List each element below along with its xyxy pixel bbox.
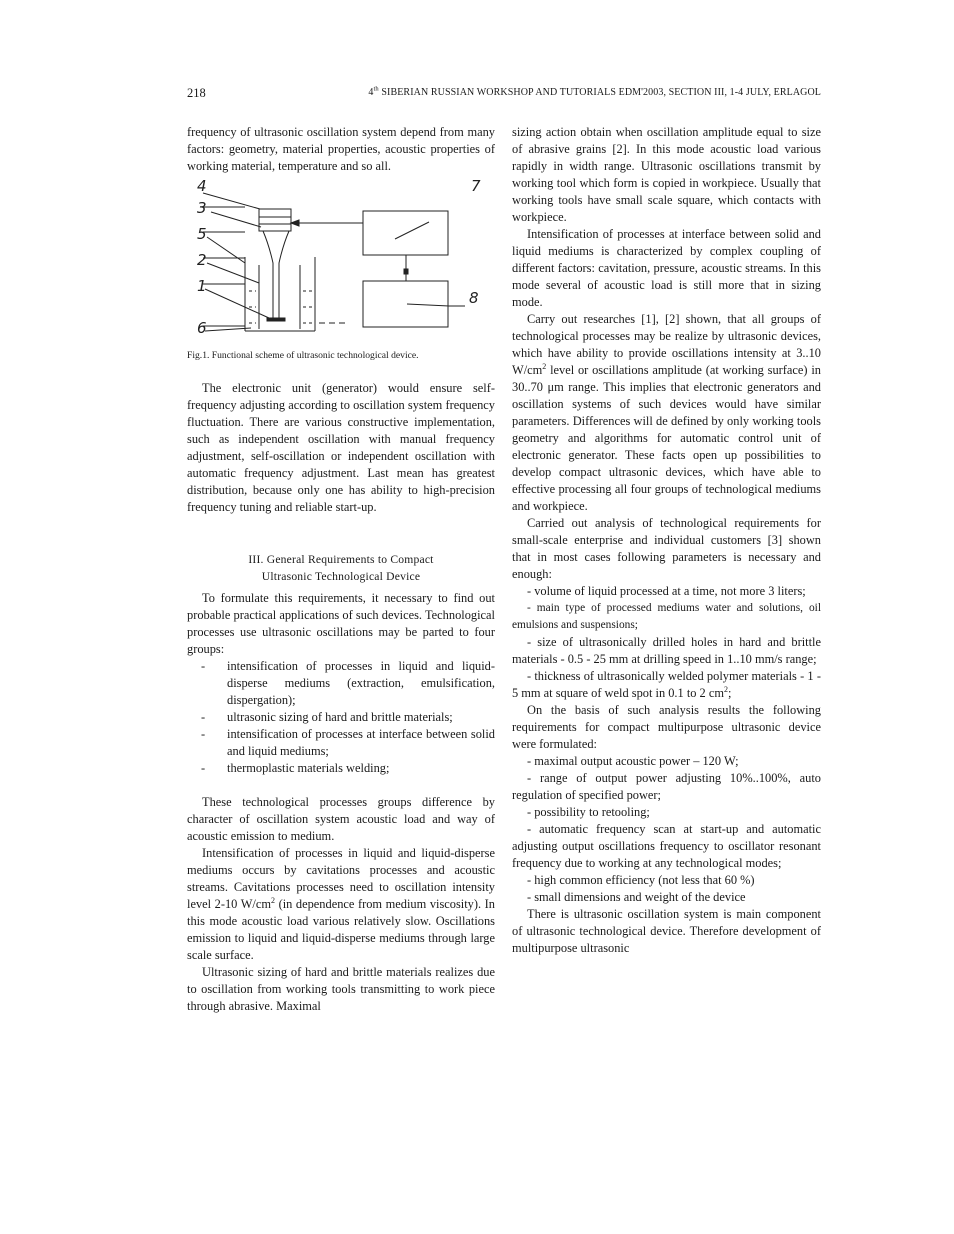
figure-label: 1 bbox=[197, 277, 207, 295]
paragraph: The electronic unit (generator) would ensure self-frequency adjusting according to oscillation system frequency fluctuation. There are various constructive implementation, such as independent oscillation with manual frequency adjustment, self-oscillation or independent oscillation with automatic frequency adjustment. Last mean has greatest distribution, because only one has ability to high-precision frequency tuning and reliable start-up. bbox=[187, 381, 495, 514]
dash-mark bbox=[407, 304, 449, 306]
figure-caption: Fig.1. Functional scheme of ultrasonic technological device. bbox=[187, 350, 419, 361]
figure-label: 6 bbox=[197, 319, 207, 337]
figure-label: 7 bbox=[471, 179, 481, 195]
figure-label: 5 bbox=[197, 225, 207, 243]
param-item: - size of ultrasonically drilled holes in hard and brittle materials - 0.5 - 25 mm at drilling speed in 1..10 mm/s range; bbox=[512, 635, 821, 666]
paragraph: Intensification of processes in liquid and liquid-disperse mediums occurs by cavitations processes and acoustic streams. Cavitations processes need to oscillation intensity level 2-10 $W/cm^2$ (in dependence from medium viscosity). In this mode acoustic load various relatively slow. Oscillations emission to liquid and liquid-disperse mediums through large scale surface. bbox=[187, 846, 495, 962]
requirement-item: - possibility to retooling; bbox=[527, 805, 650, 819]
list-item: - thermoplastic materials welding; bbox=[227, 760, 495, 777]
requirement-item: - range of output power adjusting 10%..100%, auto regulation of specified power; bbox=[512, 771, 821, 802]
figure-1 bbox=[187, 179, 495, 347]
section-heading: III. General Requirements to Compact Ultrasonic Technological Device bbox=[248, 553, 434, 583]
requirement-item: - automatic frequency scan at start-up and automatic adjusting output oscillations frequency to oscillator resonant frequency due to working at any technological modes; bbox=[512, 822, 821, 870]
horn bbox=[263, 231, 289, 319]
list-item: - ultrasonic sizing of hard and brittle materials; bbox=[227, 709, 495, 726]
generator-block bbox=[363, 211, 448, 255]
paragraph: Intensification of processes at interface between solid and liquid mediums is characterized by complex coupling of different factors: cavitation, pressure, acoustic streams. In this mode several of acoustic load is still more that in sizing mode. bbox=[512, 227, 821, 309]
page-number: 218 bbox=[187, 86, 206, 100]
running-title: 4th SIBERIAN RUSSIAN WORKSHOP AND TUTORIALS EDM'2003, SECTION III, 1-4 JULY, ERLAGOL bbox=[368, 85, 821, 98]
left-column bbox=[187, 124, 495, 1015]
requirement-item: - maximal output acoustic power – 120 W; bbox=[527, 754, 739, 768]
list-item: - intensification of processes in liquid and liquid-disperse mediums (extraction, emulsification, dispergation); bbox=[227, 658, 495, 709]
paragraph: These technological processes groups difference by character of oscillation system acoustic load and way of acoustic emission to medium. bbox=[187, 795, 495, 843]
paragraph: Carry out researches [1], [2] shown, that all groups of technological processes may be realize by ultrasonic devices, which have ability to provide oscillations intensity at 3..10 $W/cm^2$ level or oscillations amplitude (at working surface) in 30..70 μm range. This implies that electronic generators and oscillation systems of such devices would have similar parameters. Differences will de defined by only working tools geometry and algorithms for automatic control unit of electronic generator. These facts open up possibilities to develop compact ultrasonic devices, which have able to effective processing all four groups of technological mediums and workpiece. bbox=[512, 312, 821, 513]
arrow bbox=[291, 220, 299, 226]
label-leader bbox=[207, 263, 259, 283]
bullet-list bbox=[187, 658, 495, 777]
page-header bbox=[187, 86, 821, 104]
param-item: - thickness of ultrasonically welded polymer materials - 1 - 5 mm at square of weld spot in 0.1 to 2 $cm^2$; bbox=[512, 669, 821, 700]
control-block bbox=[363, 281, 448, 327]
requirement-item: - high common efficiency (not less that 60 %) bbox=[527, 873, 755, 887]
requirement-item: - small dimensions and weight of the device bbox=[527, 890, 746, 904]
figure-label: 8 bbox=[469, 289, 479, 307]
list-item: - intensification of processes at interface between solid and liquid mediums; bbox=[227, 726, 495, 760]
paragraph: To formulate this requirements, it necessary to find out probable practical applications of such devices. Technological processes use ultrasonic oscillations may be parted to four groups: bbox=[187, 591, 495, 656]
paragraph: Carried out analysis of technological requirements for small-scale enterprise and individual customers [3] shown that in most cases following parameters is necessary and enough: bbox=[512, 516, 821, 581]
paragraph: sizing action obtain when oscillation amplitude equal to size of abrasive grains [2]. In this mode acoustic load various rapidly in width range. Ultrasonic oscillations transmit by working tool which form is copied in workpiece. Usually that working tools have small scale square, which contacts with workpiece. bbox=[512, 125, 821, 224]
functional-scheme-diagram bbox=[187, 179, 495, 347]
transducer bbox=[259, 209, 291, 231]
param-item: - main type of processed mediums water and solutions, oil emulsions and suspensions; bbox=[512, 602, 821, 631]
paragraph: On the basis of such analysis results the following requirements for compact multipurpose ultrasonic device were formulated: bbox=[512, 703, 821, 751]
connector bbox=[404, 269, 408, 274]
param-item: - volume of liquid processed at a time, not more 3 liters; bbox=[527, 584, 806, 598]
paragraph: frequency of ultrasonic oscillation system depend from many factors: geometry, material properties, acoustic properties of working material, temperature and so all. bbox=[187, 125, 495, 173]
paragraph: Ultrasonic sizing of hard and brittle materials realizes due to oscillation from working tools transmitting to work piece through abrasive. Maximal bbox=[187, 965, 495, 1013]
paragraph: There is ultrasonic oscillation system is main component of ultrasonic technological device. Therefore development of multipurpose ultrasonic bbox=[512, 907, 821, 955]
figure-label: 4 bbox=[197, 179, 207, 195]
diagonal-mark bbox=[395, 222, 429, 239]
label-leader bbox=[205, 328, 251, 331]
figure-label: 2 bbox=[197, 251, 207, 269]
right-column bbox=[512, 124, 821, 957]
label-leader bbox=[211, 212, 261, 227]
figure-label: 3 bbox=[197, 199, 207, 217]
label-leader bbox=[207, 237, 245, 263]
working-tool bbox=[267, 318, 285, 321]
